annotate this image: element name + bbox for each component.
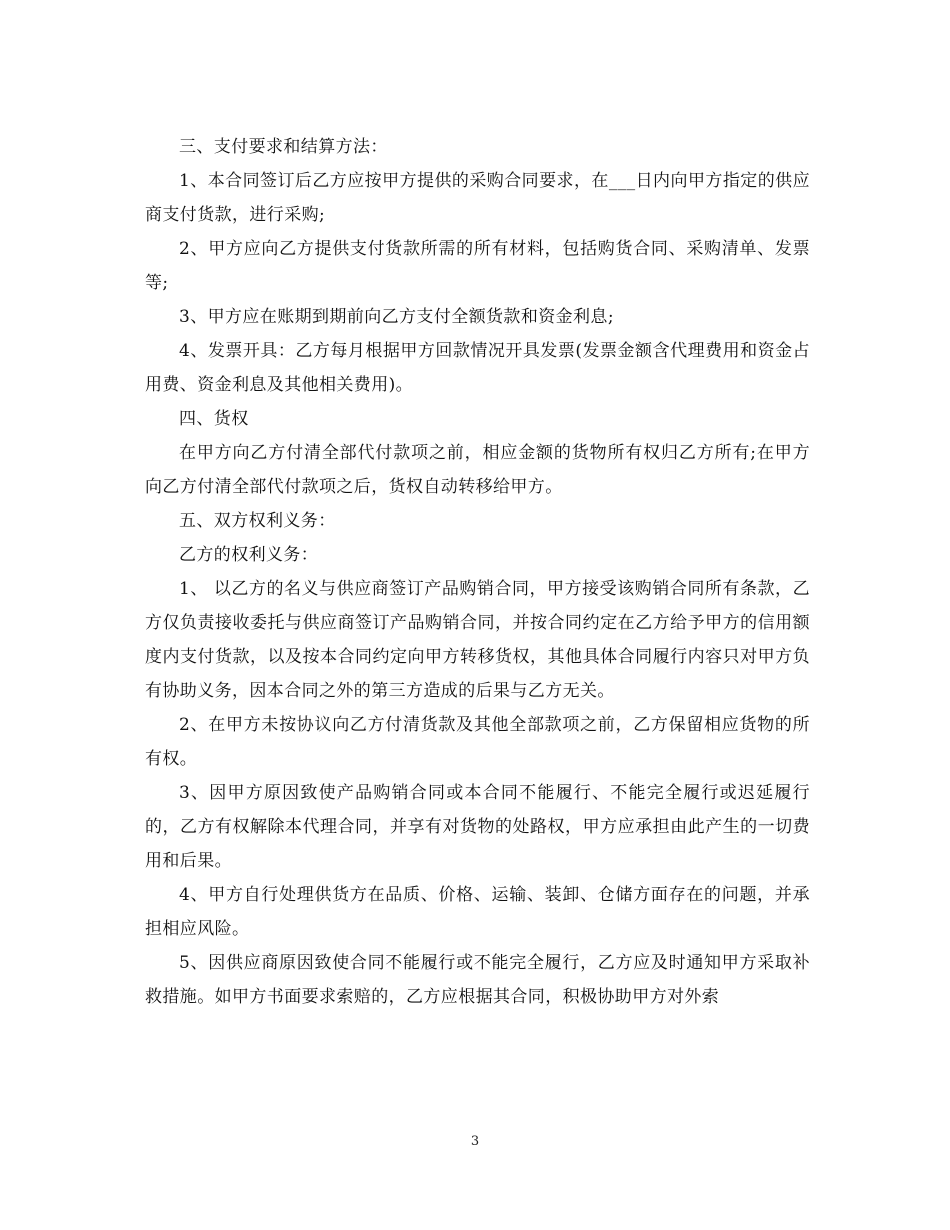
document-body <box>145 130 810 1014</box>
paragraph-rights-5: 5、因供应商原因致使合同不能履行或不能完全履行，乙方应及时通知甲方采取补救措施。如甲方书面要求索赔的，乙方应根据其合同，积极协助甲方对外索 <box>145 953 810 1007</box>
page-number: 3 <box>470 1134 480 1149</box>
paragraph-payment-2: 2、甲方应向乙方提供支付货款所需的所有材料，包括购货合同、采购清单、发票等; <box>145 239 810 293</box>
section-heading-rights: 五、双方权利义务： <box>179 511 336 531</box>
paragraph-rights-3: 3、因甲方原因致使产品购销合同或本合同不能履行、不能完全履行或迟延履行的，乙方有权解除本代理合同，并享有对货物的处路权，甲方应承担由此产生的一切费用和后果。 <box>145 783 810 871</box>
section-heading-payment: 三、支付要求和结算方法： <box>179 137 388 157</box>
paragraph-title-transfer: 在甲方向乙方付清全部代付款项之前，相应金额的货物所有权归乙方所有;在甲方向乙方付清全部代付款项之后，货权自动转移给甲方。 <box>145 443 810 497</box>
paragraph-payment-4: 4、发票开具：乙方每月根据甲方回款情况开具发票(发票金额含代理费用和资金占用费、资金利息及其他相关费用)。 <box>145 341 810 395</box>
paragraph-payment-1: 1、本合同签订后乙方应按甲方提供的采购合同要求，在___日内向甲方指定的供应商支付货款，进行采购; <box>145 171 810 225</box>
subheading-party-b-rights: 乙方的权利义务： <box>179 545 319 565</box>
section-heading-title: 四、货权 <box>179 409 249 429</box>
paragraph-rights-2: 2、在甲方未按协议向乙方付清货款及其他全部款项之前，乙方保留相应货物的所有权。 <box>145 715 810 769</box>
paragraph-rights-4: 4、甲方自行处理供货方在品质、价格、运输、装卸、仓储方面存在的问题，并承担相应风险。 <box>145 885 810 939</box>
paragraph-payment-3: 3、甲方应在账期到期前向乙方支付全额货款和资金利息; <box>179 307 614 327</box>
paragraph-rights-1: 1、 以乙方的名义与供应商签订产品购销合同，甲方接受该购销合同所有条款，乙方仅负责接收委托与供应商签订产品购销合同，并按合同约定在乙方给予甲方的信用额度内支付货款，以及按本合同约定向甲方转移货权，其他具体合同履行内容只对甲方负有协助义务，因本合同之外的第三方造成的后果与乙方无关。 <box>145 579 810 701</box>
